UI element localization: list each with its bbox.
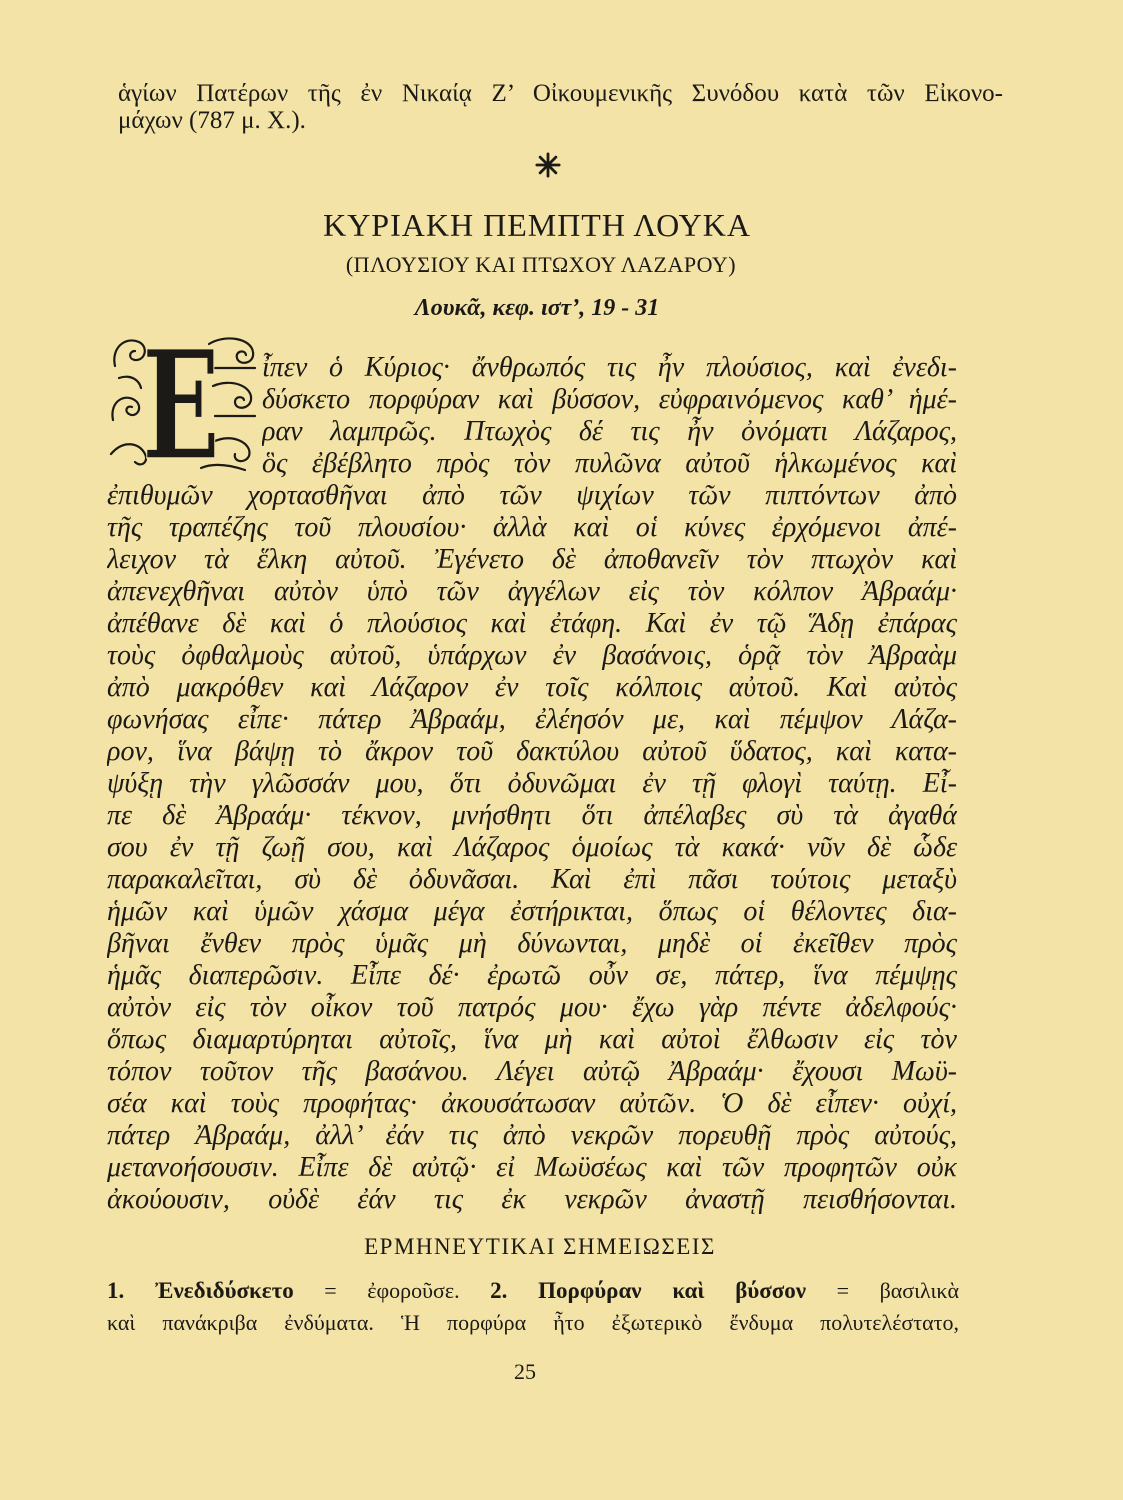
gospel-line: μετανοήσουσιν. Εἶπε δὲ αὐτῷ· εἰ Μωϋσέως καὶ τῶν προφητῶν οὐκ (107, 1152, 957, 1183)
note-term: 1. Ἐνεδιδύσκετο (107, 1278, 294, 1303)
gospel-line: ἶπεν ὁ Κύριος· ἄνθρωπός τις ἦν πλούσιος, καὶ ἐνεδι- (262, 352, 957, 383)
scripture-reference: Λουκᾶ, κεφ. ιστ’, 19 - 31 (414, 295, 660, 321)
note-definition: ἐφοροῦσε. (367, 1278, 460, 1303)
gospel-line: δύσκετο πορφύραν καὶ βύσσον, εὐφραινόμενος καθ’ ἡμέ- (262, 384, 957, 415)
gospel-line: ρον, ἵνα βάψῃ τὸ ἄκρον τοῦ δακτύλου αὐτοῦ ὕδατος, καὶ κατα- (107, 736, 957, 767)
gospel-line: φωνήσας εἶπε· πάτερ Ἀβραάμ, ἐλέησόν με, καὶ πέμψον Λάζα- (107, 704, 957, 735)
gospel-line: ἀπενεχθῆναι αὐτὸν ὑπὸ τῶν ἀγγέλων εἰς τὸν κόλπον Ἀβραάμ· (107, 576, 957, 607)
gospel-line: ἀκούουσιν, οὐδὲ ἐάν τις ἐκ νεκρῶν ἀναστῇ πεισθήσονται. (107, 1184, 957, 1215)
gospel-line: ραν λαμπρῶς. Πτωχὸς δέ τις ἦν ὀνόματι Λάζαρος, (262, 416, 957, 447)
gospel-line: ψύξῃ τὴν γλῶσσάν μου, ὅτι ὀδυνῶμαι ἐν τῇ φλογὶ ταύτῃ. Εἶ- (107, 768, 957, 799)
gospel-line: ἡμᾶς διαπερῶσιν. Εἶπε δέ· ἐρωτῶ οὖν σε, πάτερ, ἵνα πέμψῃς (107, 960, 957, 991)
gospel-line: τῆς τραπέζης τοῦ πλουσίου· ἀλλὰ καὶ οἱ κύνες ἐρχόμενοι ἀπέ- (107, 512, 957, 543)
gospel-text (107, 352, 957, 1216)
intro-paragraph (118, 80, 1003, 134)
gospel-line: σου ἐν τῇ ζωῇ σου, καὶ Λάζαρος ὁμοίως τὰ κακά· νῦν δὲ ὧδε (107, 832, 957, 863)
intro-line: ἁγίων Πατέρων τῆς ἐν Νικαίᾳ Ζ’ Οἰκουμενικῆς Συνόδου κατὰ τῶν Εἰκονο- (118, 80, 1003, 107)
gospel-line: αὐτὸν εἰς τὸν οἶκον τοῦ πατρός μου· ἔχω γὰρ πέντε ἀδελφούς· (107, 992, 957, 1023)
note-equals-sign: = (324, 1278, 337, 1303)
gospel-line: βῆναι ἔνθεν πρὸς ὑμᾶς μὴ δύνωνται, μηδὲ οἱ ἐκεῖθεν πρὸς (107, 928, 957, 959)
gospel-line: παρακαλεῖται, σὺ δὲ ὀδυνᾶσαι. Καὶ ἐπὶ πᾶσι τούτοις μεταξὺ (107, 864, 957, 895)
note-term: 2. Πορφύραν καὶ βύσσον (490, 1278, 807, 1303)
page-subtitle: (ΠΛΟΥΣΙΟΥ ΚΑΙ ΠΤΩΧΟΥ ΛΑΖΑΡΟΥ) (345, 252, 737, 277)
notes-line-continuation: καὶ πανάκριβα ἐνδύματα. Ἡ πορφύρα ἦτο ἐξωτερικὸ ἔνδυμα πολυτελέστατο, (107, 1310, 959, 1335)
notes-line (107, 1276, 959, 1306)
page-title: ΚΥΡΙΑΚΗ ΠΕΜΠΤΗ ΛΟΥΚΑ (323, 207, 751, 243)
note-equals-sign: = (836, 1278, 850, 1303)
gospel-line: ἡμῶν καὶ ὑμῶν χάσμα μέγα ἐστήρικται, ὅπως οἱ θέλοντες δια- (107, 896, 957, 927)
gospel-line: τοὺς ὀφθαλμοὺς αὐτοῦ, ὑπάρχων ἐν βασάνοις, ὁρᾷ τὸν Ἀβραὰμ (107, 640, 957, 671)
gospel-line: ἀπέθανε δὲ καὶ ὁ πλούσιος καὶ ἐτάφη. Καὶ ἐν τῷ Ἅδῃ ἐπάρας (107, 608, 957, 639)
gospel-line: σέα καὶ τοὺς προφήτας· ἀκουσάτωσαν αὐτῶν. Ὁ δὲ εἶπεν· οὐχί, (107, 1088, 957, 1119)
asterisk-ornament-icon (535, 152, 561, 178)
gospel-line: ὃς ἐβέβλητο πρὸς τὸν πυλῶνα αὐτοῦ ἡλκωμένος καὶ (262, 448, 957, 479)
gospel-line: ὅπως διαμαρτύρηται αὐτοῖς, ἵνα μὴ καὶ αὐτοὶ ἔλθωσιν εἰς τὸν (107, 1024, 957, 1055)
gospel-line: ἀπὸ μακρόθεν καὶ Λάζαρον ἐν τοῖς κόλποις αὐτοῦ. Καὶ αὐτὸς (107, 672, 957, 703)
gospel-line: πε δὲ Ἀβραάμ· τέκνον, μνήσθητι ὅτι ἀπέλαβες σὺ τὰ ἀγαθά (107, 800, 957, 831)
drop-cap-letter: Ε (142, 330, 220, 472)
page-number: 25 (514, 1359, 536, 1384)
notes-heading: ΕΡΜΗΝΕΥΤΙΚΑΙ ΣΗΜΕΙΩΣΕΙΣ (364, 1234, 716, 1259)
gospel-line: πάτερ Ἀβραάμ, ἀλλ’ ἐάν τις ἀπὸ νεκρῶν πορευθῇ πρὸς αὐτούς, (107, 1120, 957, 1151)
gospel-line: λειχον τὰ ἕλκη αὐτοῦ. Ἐγένετο δὲ ἀποθανεῖν τὸν πτωχὸν καὶ (107, 544, 957, 575)
gospel-line: τόπον τοῦτον τῆς βασάνου. Λέγει αὐτῷ Ἀβραάμ· ἔχουσι Μωϋ- (107, 1056, 957, 1087)
note-definition: βασιλικὰ (879, 1278, 959, 1303)
gospel-line: ἐπιθυμῶν χορτασθῆναι ἀπὸ τῶν ψιχίων τῶν πιπτόντων ἀπὸ (107, 480, 957, 511)
intro-line: μάχων (787 μ. Χ.). (118, 107, 306, 134)
